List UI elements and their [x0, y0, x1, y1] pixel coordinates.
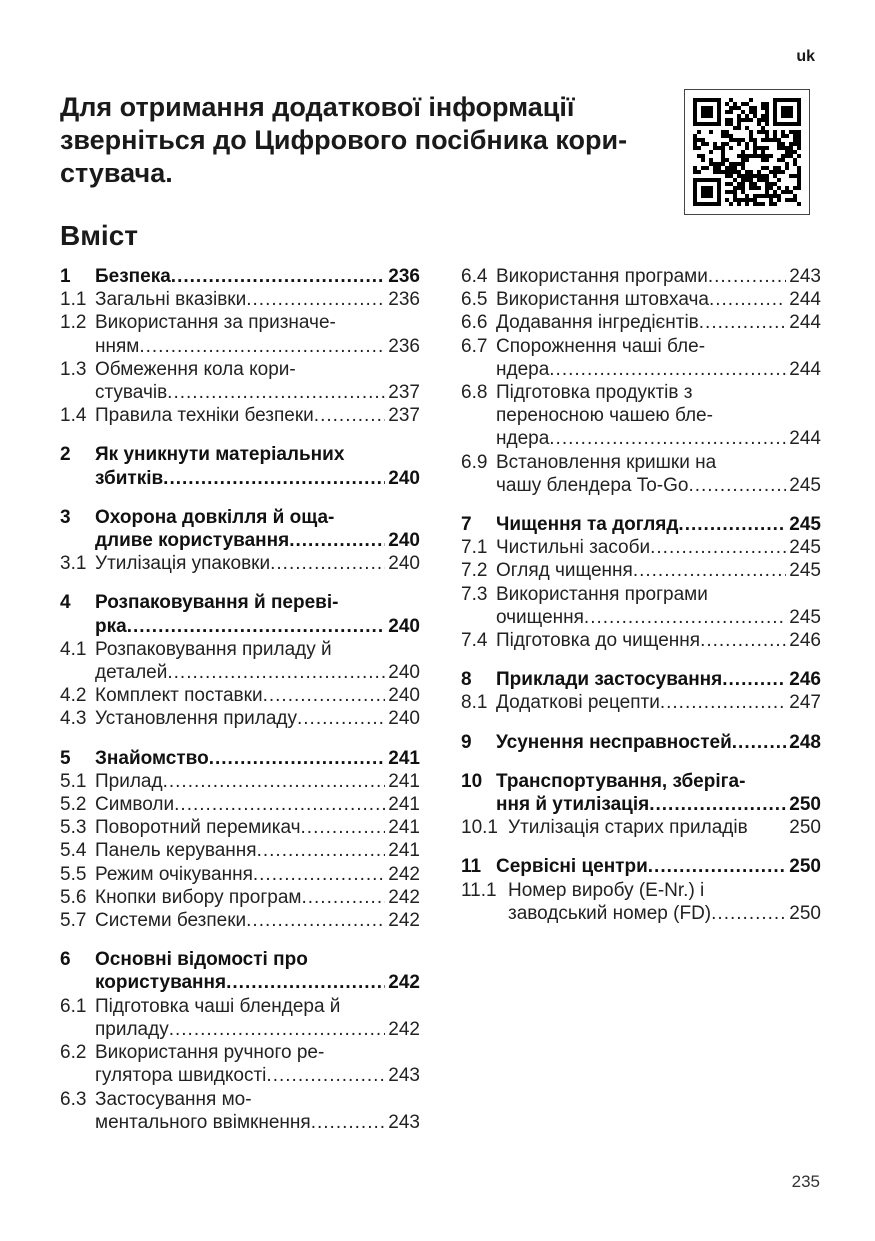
toc-page-number: 250 — [789, 794, 821, 816]
toc-leader-dots — [633, 559, 786, 582]
toc-entry-number: 6.8 — [461, 382, 488, 404]
toc-section-entry[interactable] — [60, 552, 420, 575]
toc-entry-number: 7.2 — [461, 560, 488, 582]
toc-leader-dots — [169, 1018, 386, 1041]
toc-leader-dots — [209, 747, 386, 770]
toc-leader-dots — [171, 265, 386, 288]
toc-entry-title-line: заводський номер (FD) — [508, 902, 712, 924]
toc-page-number: 243 — [388, 1111, 420, 1133]
toc-leader-dots — [253, 863, 385, 886]
toc-entry-number: 2 — [60, 444, 71, 466]
toc-entry-title-line: Огляд чищення — [496, 560, 633, 582]
toc-section-entry[interactable] — [461, 288, 821, 311]
toc-leader-dots — [266, 1064, 385, 1087]
toc-entry-number: 5.4 — [60, 840, 87, 862]
toc-section-entry[interactable] — [461, 691, 821, 714]
toc-page-number: 250 — [789, 902, 821, 924]
toc-entry-title-line: переносною чашею бле- — [496, 405, 713, 427]
toc-entry-title-line: Режим очікування — [95, 863, 253, 885]
toc-title: Вміст — [60, 220, 138, 251]
toc-leader-dots — [297, 707, 385, 730]
toc-leader-dots — [246, 909, 385, 932]
toc-leader-dots — [163, 467, 385, 490]
toc-entry-title-line: Підготовка чаші блендера й — [95, 995, 341, 1017]
toc-entry-number: 1.1 — [60, 289, 87, 311]
toc-page-number: 237 — [388, 382, 420, 404]
toc-page-number: 245 — [789, 537, 821, 559]
toc-entry-number: 9 — [461, 731, 472, 753]
toc-page-number: 247 — [789, 692, 821, 714]
toc-chapter-entry[interactable] — [461, 668, 821, 691]
toc-page-number: 244 — [789, 358, 821, 380]
toc-entry-title-line: Приклади застосування — [496, 669, 723, 691]
toc-page-number: 240 — [388, 615, 420, 637]
toc-leader-dots — [650, 536, 786, 559]
toc-section-entry[interactable] — [461, 629, 821, 652]
toc-section-entry[interactable] — [60, 707, 420, 730]
toc-page-number: 248 — [789, 731, 821, 753]
toc-page-number: 241 — [388, 840, 420, 862]
toc-section-entry[interactable] — [60, 886, 420, 909]
toc-left-column — [60, 265, 420, 1134]
toc-page-number: 244 — [789, 289, 821, 311]
toc-page-number: 240 — [388, 685, 420, 707]
toc-entry-title-line: Безпека — [95, 266, 171, 287]
toc-leader-dots — [722, 668, 786, 691]
toc-entry-title-line: Використання програми — [496, 266, 708, 287]
toc-entry-title-line: Застосування мо- — [95, 1088, 252, 1110]
toc-chapter-entry[interactable] — [60, 443, 420, 489]
toc-chapter-entry[interactable] — [60, 747, 420, 770]
toc-entry-title-line: Усунення несправностей — [496, 731, 732, 753]
toc-entry-title-line: Кнопки вибору програм — [95, 886, 302, 908]
toc-leader-dots — [649, 793, 786, 816]
toc-entry-number: 5.3 — [60, 817, 87, 839]
toc-page-number: 236 — [388, 266, 420, 287]
toc-entry-title-line: Транспортування, зберіга- — [496, 770, 746, 792]
toc-section-entry[interactable] — [461, 816, 821, 839]
toc-entry-title-line: Системи безпеки — [95, 910, 247, 932]
toc-section-entry[interactable] — [461, 381, 821, 451]
toc-entry-number: 5 — [60, 747, 71, 769]
toc-leader-dots — [709, 288, 786, 311]
toc-entry-title-line: деталей — [95, 662, 168, 684]
headline-line: зверніться до Цифрового посібника кори- — [60, 125, 628, 155]
toc-entry-number: 5.6 — [60, 886, 87, 908]
qr-code[interactable] — [684, 89, 810, 215]
toc-entry-title-line: Прилад — [95, 770, 163, 792]
toc-entry-number: 10 — [461, 770, 483, 792]
toc-entry-title-line: Сервісні центри — [496, 856, 648, 878]
toc-section-entry[interactable] — [60, 311, 420, 357]
toc-section-entry[interactable] — [60, 863, 420, 886]
toc-section-entry[interactable] — [60, 288, 420, 311]
toc-entry-title-line: рка — [95, 615, 127, 637]
toc-section-entry[interactable] — [461, 879, 821, 925]
toc-page-number: 241 — [388, 770, 420, 792]
toc-entry-number: 3.1 — [60, 553, 87, 575]
toc-page-number: 237 — [388, 405, 420, 427]
toc-entry-number: 5.7 — [60, 910, 87, 932]
toc-entry-title-line: Чищення та догляд — [496, 514, 679, 536]
toc-entry-title-line: Розпаковування приладу й — [95, 638, 332, 660]
toc-entry-number: 6.6 — [461, 312, 488, 334]
toc-page-number: 250 — [789, 856, 821, 878]
toc-leader-dots — [174, 793, 385, 816]
toc-page-number: 240 — [388, 553, 420, 575]
toc-entry-number: 10.1 — [461, 817, 498, 839]
toc-section-entry[interactable] — [60, 1041, 420, 1087]
toc-entry-number: 6.7 — [461, 335, 488, 357]
toc-leader-dots — [163, 770, 386, 793]
toc-entry-title-line: стувачів — [95, 382, 168, 404]
toc-entry-title-line: Додавання інгредієнтів — [496, 312, 699, 334]
toc-chapter-entry[interactable] — [60, 591, 420, 637]
toc-chapter-entry[interactable] — [60, 948, 420, 994]
toc-entry-number: 8.1 — [461, 692, 488, 714]
toc-entry-title-line: Комплект поставки — [95, 685, 263, 707]
toc-entry-number: 6.2 — [60, 1042, 87, 1064]
toc-entry-title-line: ментального ввімкнення — [95, 1111, 311, 1133]
toc-entry-title-line: ння й утилізація — [496, 794, 650, 816]
toc-entry-title-line: користування — [95, 972, 227, 994]
toc-page-number: 242 — [388, 863, 420, 885]
toc-entry-title-line: збитків — [95, 467, 164, 489]
toc-entry-number: 3 — [60, 506, 71, 528]
toc-entry-number: 7.4 — [461, 630, 488, 652]
toc-page-number: 245 — [789, 474, 821, 496]
toc-section-entry[interactable] — [60, 839, 420, 862]
toc-entry-title-line: Чистильні засоби — [496, 537, 651, 559]
toc-leader-dots — [167, 381, 385, 404]
toc-entry-number: 1 — [60, 266, 71, 287]
toc-leader-dots — [732, 731, 787, 754]
toc-chapter-entry[interactable] — [461, 513, 821, 536]
toc-entry-number: 6 — [60, 949, 71, 971]
toc-section-entry[interactable] — [60, 1088, 420, 1134]
toc-leader-dots — [257, 839, 386, 862]
toc-page-number: 242 — [388, 1018, 420, 1040]
toc-entry-title-line: Номер виробу (E-Nr.) і — [508, 879, 705, 901]
toc-entry-title-line: Використання за призначе- — [95, 312, 336, 334]
toc-leader-dots — [127, 615, 386, 638]
toc-chapter-entry[interactable] — [461, 855, 821, 878]
toc-chapter-entry[interactable] — [60, 506, 420, 552]
toc-entry-number: 6.4 — [461, 266, 488, 287]
toc-section-entry[interactable] — [461, 335, 821, 381]
toc-section-entry[interactable] — [461, 265, 821, 288]
toc-leader-dots — [648, 855, 787, 878]
toc-leader-dots — [708, 265, 786, 288]
toc-leader-dots — [311, 1111, 386, 1134]
toc-section-entry[interactable] — [461, 451, 821, 497]
toc-page-number: 245 — [789, 560, 821, 582]
toc-entry-title-line: ндера — [496, 428, 550, 450]
toc-leader-dots — [678, 513, 786, 536]
toc-section-entry[interactable] — [461, 311, 821, 334]
toc-entry-number: 1.2 — [60, 312, 87, 334]
toc-entry-title-line: чашу блендера To-Go — [496, 474, 689, 496]
toc-entry-title-line: Додаткові рецепти — [496, 692, 660, 714]
toc-leader-dots — [246, 288, 385, 311]
toc-entry-title-line: Як уникнути матеріальних — [95, 444, 345, 466]
toc-entry-number: 1.4 — [60, 405, 87, 427]
toc-leader-dots — [688, 474, 786, 497]
toc-entry-title-line: Знайомство — [95, 747, 209, 769]
toc-page-number: 246 — [789, 669, 821, 691]
page-number: 235 — [791, 1172, 820, 1191]
toc-entry-title-line: Утилізація старих приладів — [508, 817, 748, 839]
toc-entry-number: 1.3 — [60, 358, 87, 380]
toc-entry-title-line: Загальні вказівки — [95, 289, 247, 311]
toc-section-entry[interactable] — [60, 995, 420, 1041]
toc-entry-title-line: Панель керування — [95, 840, 257, 862]
toc-section-entry[interactable] — [461, 536, 821, 559]
toc-entry-number: 5.5 — [60, 863, 87, 885]
toc-page-number: 236 — [388, 335, 420, 357]
toc-page-number: 250 — [789, 817, 821, 839]
toc-leader-dots — [301, 886, 385, 909]
toc-entry-title-line: Використання програми — [496, 583, 708, 605]
toc-leader-dots — [549, 427, 786, 450]
toc-entry-number: 8 — [461, 669, 472, 691]
toc-section-entry[interactable] — [461, 559, 821, 582]
toc-page-number: 245 — [789, 606, 821, 628]
toc-entry-number: 5.1 — [60, 770, 87, 792]
language-code: uk — [796, 48, 815, 65]
toc-entry-number: 11 — [461, 856, 482, 878]
toc-entry-title-line: Обмеження кола кори- — [95, 358, 296, 380]
toc-entry-title-line: Утилізація упаковки — [95, 553, 271, 575]
toc-section-entry[interactable] — [60, 793, 420, 816]
toc-entry-title-line: Підготовка до чищення — [496, 630, 701, 652]
toc-leader-dots — [139, 335, 385, 358]
toc-page-number: 244 — [789, 312, 821, 334]
toc-page-number: 243 — [789, 266, 821, 287]
toc-entry-title-line: Розпаковування й переві- — [95, 592, 339, 614]
qr-code-icon — [693, 98, 801, 206]
toc-entry-title-line: дливе користування — [95, 530, 290, 552]
toc-section-entry[interactable] — [60, 404, 420, 427]
toc-section-entry[interactable] — [60, 358, 420, 404]
toc-entry-number: 4.3 — [60, 708, 87, 730]
toc-page-number: 245 — [789, 514, 821, 536]
toc-section-entry[interactable] — [60, 909, 420, 932]
toc-entry-title-line: Використання ручного ре- — [95, 1042, 325, 1064]
toc-page-number: 236 — [388, 289, 420, 311]
toc-entry-number: 6.5 — [461, 289, 488, 311]
toc-entry-number: 5.2 — [60, 794, 87, 816]
toc-right-column — [461, 265, 821, 925]
toc-entry-number: 7 — [461, 514, 472, 536]
toc-entry-title-line: Основні відомості про — [95, 949, 308, 971]
toc-entry-number: 4 — [60, 592, 71, 614]
toc-entry-title-line: Охорона довкілля й оща- — [95, 506, 335, 528]
toc-entry-title-line: Встановлення кришки на — [496, 451, 717, 473]
toc-section-entry[interactable] — [60, 816, 420, 839]
toc-leader-dots — [226, 971, 385, 994]
toc-page-number: 242 — [388, 886, 420, 908]
toc-page-number: 240 — [388, 530, 420, 552]
toc-chapter-entry[interactable] — [60, 265, 420, 288]
toc-entry-number: 4.2 — [60, 685, 87, 707]
toc-page-number: 241 — [388, 747, 420, 769]
toc-page-number: 240 — [388, 467, 420, 489]
toc-entry-title-line: Правила техніки безпеки — [95, 405, 314, 427]
toc-entry-number: 11.1 — [461, 879, 497, 901]
toc-entry-number: 6.3 — [60, 1088, 87, 1110]
toc-page-number: 241 — [388, 794, 420, 816]
toc-entry-title-line: гулятора швидкості — [95, 1065, 267, 1087]
toc-entry-number: 6.9 — [461, 451, 488, 473]
toc-leader-dots — [584, 606, 786, 629]
toc-section-entry[interactable] — [60, 684, 420, 707]
toc-chapter-entry[interactable] — [461, 770, 821, 816]
toc-entry-title-line: Використання штовхача — [496, 289, 709, 311]
toc-section-entry[interactable] — [60, 770, 420, 793]
toc-entry-title-line: Підготовка продуктів з — [496, 382, 693, 404]
toc-page-number: 240 — [388, 708, 420, 730]
toc-entry-title-line: Установлення приладу — [95, 708, 297, 730]
toc-page-number: 241 — [388, 817, 420, 839]
toc-entry-number: 4.1 — [60, 638, 87, 660]
toc-leader-dots — [549, 358, 786, 381]
toc-page-number: 244 — [789, 428, 821, 450]
toc-section-entry[interactable] — [60, 638, 420, 684]
toc-entry-title-line: Поворотний перемикач — [95, 817, 301, 839]
toc-leader-dots — [314, 404, 386, 427]
headline-line: Для отримання додаткової інформації — [60, 92, 575, 122]
toc-entry-number: 7.1 — [461, 537, 488, 559]
toc-section-entry[interactable] — [461, 583, 821, 629]
toc-leader-dots — [301, 816, 386, 839]
toc-leader-dots — [270, 552, 385, 575]
toc-page-number: 242 — [388, 910, 420, 932]
toc-entry-number: 7.3 — [461, 583, 488, 605]
toc-leader-dots — [167, 661, 385, 684]
toc-page-number: 246 — [789, 630, 821, 652]
toc-page-number: 242 — [388, 972, 420, 994]
toc-entry-title-line: приладу — [95, 1018, 169, 1040]
toc-leader-dots — [699, 311, 787, 334]
toc-entry-title-line: очищення — [496, 606, 584, 628]
toc-leader-dots — [700, 629, 786, 652]
toc-page-number: 240 — [388, 662, 420, 684]
toc-entry-title-line: нням — [95, 335, 140, 357]
digital-manual-headline — [60, 91, 670, 190]
toc-entry-number: 6.1 — [60, 995, 87, 1017]
headline-line: стувача. — [60, 158, 173, 188]
toc-entry-title-line: Спорожнення чаші бле- — [496, 335, 706, 357]
toc-chapter-entry[interactable] — [461, 731, 821, 754]
toc-leader-dots — [289, 529, 385, 552]
toc-entry-title-line: Символи — [95, 794, 175, 816]
toc-leader-dots — [711, 902, 786, 925]
toc-leader-dots — [660, 691, 786, 714]
toc-leader-dots — [263, 684, 386, 707]
toc-entry-title-line: ндера — [496, 358, 550, 380]
toc-page-number: 243 — [388, 1065, 420, 1087]
